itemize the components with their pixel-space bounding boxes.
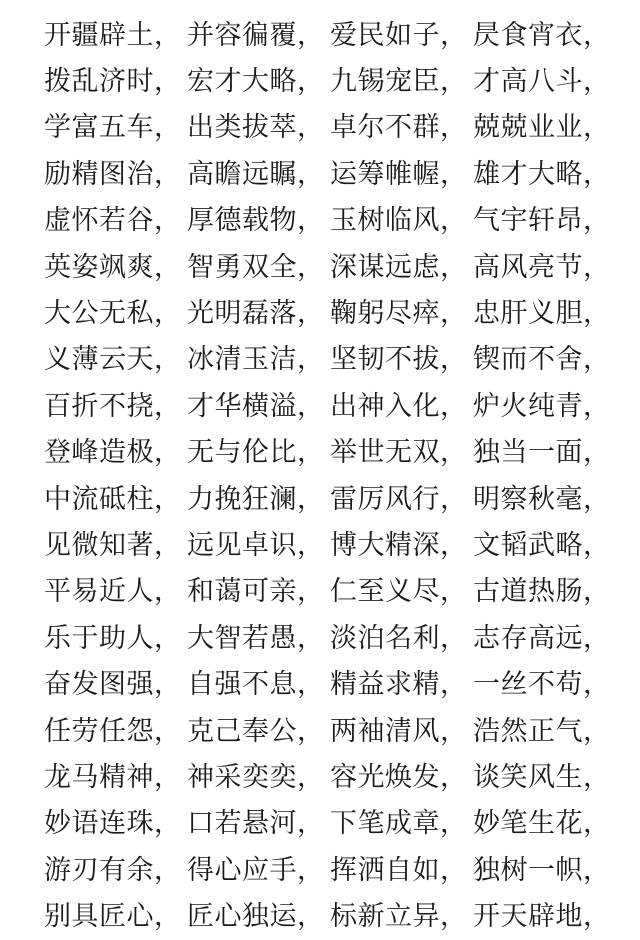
comma-separator: ， <box>154 112 181 144</box>
comma-separator: ， <box>583 158 610 190</box>
comma-separator: ， <box>154 344 181 376</box>
idiom-phrase: 锲而不舍 <box>473 344 583 376</box>
idiom-phrase: 独树一帜 <box>473 854 583 886</box>
idiom-line <box>44 662 640 708</box>
idiom-cell <box>187 762 330 794</box>
idiom-cell <box>330 715 473 747</box>
comma-separator: ， <box>297 762 324 794</box>
idiom-cell <box>330 622 473 654</box>
idiom-phrase: 妙语连珠 <box>44 808 154 840</box>
idiom-phrase: 下笔成章 <box>330 808 440 840</box>
idiom-cell <box>473 251 616 283</box>
idiom-phrase: 开疆辟土 <box>44 19 154 51</box>
comma-separator: ， <box>583 298 610 330</box>
idiom-cell <box>44 112 187 144</box>
idiom-phrase: 自强不息 <box>187 669 297 701</box>
comma-separator: ， <box>440 854 467 886</box>
comma-separator: ， <box>583 251 610 283</box>
idiom-phrase: 雄才大略 <box>473 158 583 190</box>
idiom-line <box>44 105 640 151</box>
comma-separator: ， <box>154 854 181 886</box>
idiom-phrase: 妙笔生花 <box>473 808 583 840</box>
comma-separator: ， <box>440 762 467 794</box>
idiom-phrase: 爱民如子 <box>330 19 440 51</box>
comma-separator: ， <box>297 437 324 469</box>
idiom-cell <box>473 901 616 933</box>
idiom-cell <box>330 19 473 51</box>
comma-separator: ， <box>154 669 181 701</box>
comma-separator: ， <box>440 390 467 422</box>
comma-separator: ， <box>583 437 610 469</box>
idiom-phrase: 中流砥柱 <box>44 483 154 515</box>
comma-separator: ， <box>297 530 324 562</box>
comma-separator: ， <box>440 112 467 144</box>
idiom-phrase: 大智若愚 <box>187 622 297 654</box>
idiom-line <box>44 290 640 336</box>
idiom-cell <box>330 298 473 330</box>
idiom-line <box>44 708 640 754</box>
idiom-phrase: 浩然正气 <box>473 715 583 747</box>
comma-separator: ， <box>583 808 610 840</box>
idiom-line <box>44 476 640 522</box>
idiom-phrase: 并容徧覆 <box>187 19 297 51</box>
idiom-cell <box>330 901 473 933</box>
idiom-phrase: 见微知著 <box>44 530 154 562</box>
comma-separator: ， <box>154 251 181 283</box>
idiom-phrase: 九锡宠臣 <box>330 66 440 98</box>
idiom-cell <box>187 576 330 608</box>
idiom-phrase: 卓尔不群 <box>330 112 440 144</box>
idiom-cell <box>44 808 187 840</box>
idiom-cell <box>187 901 330 933</box>
idiom-phrase: 明察秋毫 <box>473 483 583 515</box>
comma-separator: ， <box>154 66 181 98</box>
idiom-phrase: 远见卓识 <box>187 530 297 562</box>
comma-separator: ， <box>297 901 324 933</box>
idiom-cell <box>44 854 187 886</box>
comma-separator: ， <box>583 901 610 933</box>
idiom-cell <box>44 66 187 98</box>
idiom-phrase: 雷厉风行 <box>330 483 440 515</box>
idiom-cell <box>44 669 187 701</box>
idiom-cell <box>187 205 330 237</box>
idiom-phrase: 乐于助人 <box>44 622 154 654</box>
idiom-cell <box>44 530 187 562</box>
comma-separator: ， <box>583 112 610 144</box>
idiom-phrase: 登峰造极 <box>44 437 154 469</box>
idiom-cell <box>44 762 187 794</box>
comma-separator: ， <box>440 669 467 701</box>
idiom-cell <box>473 854 616 886</box>
comma-separator: ， <box>583 715 610 747</box>
idiom-phrase: 文韬武略 <box>473 530 583 562</box>
idiom-cell <box>187 390 330 422</box>
idiom-line <box>44 430 640 476</box>
comma-separator: ， <box>440 344 467 376</box>
comma-separator: ， <box>297 483 324 515</box>
idiom-phrase: 淡泊名利 <box>330 622 440 654</box>
idiom-cell <box>187 669 330 701</box>
comma-separator: ， <box>154 298 181 330</box>
idiom-phrase: 举世无双 <box>330 437 440 469</box>
idiom-cell <box>44 576 187 608</box>
comma-separator: ， <box>583 762 610 794</box>
idiom-phrase: 平易近人 <box>44 576 154 608</box>
comma-separator: ， <box>440 808 467 840</box>
idiom-cell <box>330 762 473 794</box>
comma-separator: ， <box>583 622 610 654</box>
idiom-phrase: 容光焕发 <box>330 762 440 794</box>
idiom-cell <box>473 669 616 701</box>
comma-separator: ， <box>154 483 181 515</box>
comma-separator: ， <box>154 390 181 422</box>
idiom-cell <box>330 112 473 144</box>
idiom-cell <box>473 112 616 144</box>
idiom-phrase: 独当一面 <box>473 437 583 469</box>
comma-separator: ， <box>583 66 610 98</box>
comma-separator: ， <box>440 205 467 237</box>
idiom-cell <box>44 205 187 237</box>
comma-separator: ， <box>154 622 181 654</box>
idiom-cell <box>187 344 330 376</box>
idiom-phrase: 才高八斗 <box>473 66 583 98</box>
idiom-cell <box>473 437 616 469</box>
idiom-phrase: 龙马精神 <box>44 762 154 794</box>
idiom-phrase: 奋发图强 <box>44 669 154 701</box>
idiom-phrase: 古道热肠 <box>473 576 583 608</box>
idiom-phrase: 力挽狂澜 <box>187 483 297 515</box>
idiom-cell <box>330 158 473 190</box>
idiom-cell <box>330 854 473 886</box>
idiom-cell <box>44 344 187 376</box>
idiom-phrase: 昃食宵衣 <box>473 19 583 51</box>
idiom-cell <box>330 669 473 701</box>
idiom-phrase: 气宇轩昂 <box>473 205 583 237</box>
idiom-phrase: 兢兢业业 <box>473 112 583 144</box>
comma-separator: ， <box>440 576 467 608</box>
idiom-cell <box>473 390 616 422</box>
comma-separator: ， <box>440 437 467 469</box>
comma-separator: ， <box>297 854 324 886</box>
idiom-line <box>44 58 640 104</box>
idiom-cell <box>44 715 187 747</box>
idiom-phrase: 宏才大略 <box>187 66 297 98</box>
comma-separator: ， <box>154 762 181 794</box>
idiom-phrase: 炉火纯青 <box>473 390 583 422</box>
idiom-phrase: 仁至义尽 <box>330 576 440 608</box>
idiom-cell <box>44 437 187 469</box>
comma-separator: ， <box>297 251 324 283</box>
idiom-cell <box>187 808 330 840</box>
idiom-cell <box>330 66 473 98</box>
idiom-phrase: 匠心独运 <box>187 901 297 933</box>
idiom-cell <box>187 298 330 330</box>
idiom-phrase: 游刃有余 <box>44 854 154 886</box>
comma-separator: ， <box>297 715 324 747</box>
comma-separator: ， <box>297 808 324 840</box>
idiom-cell <box>187 622 330 654</box>
idiom-line <box>44 754 640 800</box>
idiom-cell <box>330 344 473 376</box>
idiom-cell <box>473 576 616 608</box>
idiom-cell <box>473 715 616 747</box>
idiom-cell <box>44 901 187 933</box>
idiom-phrase: 精益求精 <box>330 669 440 701</box>
idiom-phrase: 英姿飒爽 <box>44 251 154 283</box>
idiom-phrase: 高瞻远瞩 <box>187 158 297 190</box>
idiom-phrase: 玉树临风 <box>330 205 440 237</box>
idiom-line <box>44 522 640 568</box>
idiom-phrase: 出神入化 <box>330 390 440 422</box>
idiom-phrase: 博大精深 <box>330 530 440 562</box>
idiom-phrase: 和蔼可亲 <box>187 576 297 608</box>
idiom-cell <box>330 576 473 608</box>
idiom-cell <box>187 19 330 51</box>
idiom-cell <box>187 437 330 469</box>
comma-separator: ， <box>583 854 610 886</box>
comma-separator: ， <box>154 576 181 608</box>
idiom-phrase: 开天辟地 <box>473 901 583 933</box>
idiom-line <box>44 337 640 383</box>
comma-separator: ， <box>583 576 610 608</box>
idiom-phrase: 高风亮节 <box>473 251 583 283</box>
comma-separator: ， <box>297 669 324 701</box>
idiom-cell <box>330 483 473 515</box>
idiom-phrase: 大公无私 <box>44 298 154 330</box>
idiom-cell <box>330 530 473 562</box>
idiom-phrase: 虚怀若谷 <box>44 205 154 237</box>
idiom-phrase: 义薄云天 <box>44 344 154 376</box>
idiom-cell <box>473 19 616 51</box>
comma-separator: ， <box>297 19 324 51</box>
comma-separator: ， <box>440 19 467 51</box>
idiom-cell <box>330 808 473 840</box>
idiom-phrase: 挥洒自如 <box>330 854 440 886</box>
comma-separator: ， <box>297 344 324 376</box>
idiom-phrase: 无与伦比 <box>187 437 297 469</box>
idiom-cell <box>473 808 616 840</box>
comma-separator: ， <box>297 576 324 608</box>
comma-separator: ， <box>583 390 610 422</box>
idiom-phrase: 学富五车 <box>44 112 154 144</box>
idiom-cell <box>44 158 187 190</box>
comma-separator: ， <box>154 808 181 840</box>
idiom-phrase: 任劳任怨 <box>44 715 154 747</box>
idiom-cell <box>187 483 330 515</box>
idiom-cell <box>187 66 330 98</box>
idiom-line <box>44 615 640 661</box>
idiom-cell <box>330 205 473 237</box>
comma-separator: ， <box>583 205 610 237</box>
comma-separator: ， <box>440 66 467 98</box>
idiom-phrase: 别具匠心 <box>44 901 154 933</box>
idiom-phrase: 鞠躬尽瘁 <box>330 298 440 330</box>
idiom-line <box>44 801 640 847</box>
comma-separator: ， <box>297 158 324 190</box>
idiom-line <box>44 847 640 893</box>
comma-separator: ， <box>583 344 610 376</box>
idiom-cell <box>187 530 330 562</box>
idiom-phrase: 标新立异 <box>330 901 440 933</box>
idiom-cell <box>44 298 187 330</box>
idiom-phrase: 得心应手 <box>187 854 297 886</box>
idiom-cell <box>473 762 616 794</box>
idiom-line <box>44 12 640 58</box>
comma-separator: ， <box>583 530 610 562</box>
idiom-cell <box>44 19 187 51</box>
idiom-cell <box>473 66 616 98</box>
comma-separator: ， <box>297 298 324 330</box>
comma-separator: ， <box>440 715 467 747</box>
idiom-line <box>44 198 640 244</box>
idiom-phrase: 拨乱济时 <box>44 66 154 98</box>
idiom-cell <box>330 437 473 469</box>
idiom-cell <box>473 622 616 654</box>
idiom-phrase: 志存高远 <box>473 622 583 654</box>
idiom-phrase: 一丝不苟 <box>473 669 583 701</box>
comma-separator: ， <box>297 112 324 144</box>
comma-separator: ， <box>154 901 181 933</box>
idiom-cell <box>44 390 187 422</box>
idiom-cell <box>44 622 187 654</box>
idiom-cell <box>473 298 616 330</box>
idiom-cell <box>187 251 330 283</box>
comma-separator: ， <box>297 66 324 98</box>
idiom-cell <box>187 854 330 886</box>
comma-separator: ， <box>440 158 467 190</box>
comma-separator: ， <box>440 530 467 562</box>
idiom-phrase: 智勇双全 <box>187 251 297 283</box>
idiom-phrase: 克己奉公 <box>187 715 297 747</box>
idiom-cell <box>44 251 187 283</box>
comma-separator: ， <box>440 251 467 283</box>
comma-separator: ， <box>154 205 181 237</box>
comma-separator: ， <box>583 669 610 701</box>
comma-separator: ， <box>583 483 610 515</box>
idiom-phrase: 两袖清风 <box>330 715 440 747</box>
idiom-phrase: 坚韧不拔 <box>330 344 440 376</box>
idiom-cell <box>187 112 330 144</box>
idiom-cell <box>187 158 330 190</box>
idiom-cell <box>473 205 616 237</box>
idiom-line <box>44 383 640 429</box>
comma-separator: ， <box>154 715 181 747</box>
idiom-line <box>44 151 640 197</box>
idiom-phrase: 才华横溢 <box>187 390 297 422</box>
comma-separator: ， <box>583 19 610 51</box>
idiom-phrase: 冰清玉洁 <box>187 344 297 376</box>
comma-separator: ， <box>440 901 467 933</box>
idiom-phrase: 神采奕奕 <box>187 762 297 794</box>
idiom-phrase: 百折不挠 <box>44 390 154 422</box>
idiom-phrase: 运筹帷幄 <box>330 158 440 190</box>
comma-separator: ， <box>154 437 181 469</box>
idiom-cell <box>187 715 330 747</box>
comma-separator: ， <box>297 622 324 654</box>
idiom-cell <box>44 483 187 515</box>
idiom-line <box>44 244 640 290</box>
idiom-phrase: 谈笑风生 <box>473 762 583 794</box>
idiom-phrase: 忠肝义胆 <box>473 298 583 330</box>
idiom-cell <box>473 483 616 515</box>
idiom-cell <box>330 390 473 422</box>
idiom-cell <box>473 344 616 376</box>
comma-separator: ， <box>154 158 181 190</box>
idiom-cell <box>330 251 473 283</box>
comma-separator: ， <box>440 483 467 515</box>
idiom-phrase: 出类拔萃 <box>187 112 297 144</box>
comma-separator: ， <box>154 530 181 562</box>
comma-separator: ， <box>297 205 324 237</box>
comma-separator: ， <box>440 622 467 654</box>
comma-separator: ， <box>440 298 467 330</box>
idiom-phrase: 光明磊落 <box>187 298 297 330</box>
idiom-phrase: 口若悬河 <box>187 808 297 840</box>
idiom-cell <box>473 158 616 190</box>
idiom-cell <box>473 530 616 562</box>
comma-separator: ， <box>154 19 181 51</box>
idiom-line <box>44 569 640 615</box>
idiom-phrase: 厚德载物 <box>187 205 297 237</box>
comma-separator: ， <box>297 390 324 422</box>
idiom-phrase: 深谋远虑 <box>330 251 440 283</box>
idiom-line <box>44 894 640 940</box>
idiom-phrase: 励精图治 <box>44 158 154 190</box>
